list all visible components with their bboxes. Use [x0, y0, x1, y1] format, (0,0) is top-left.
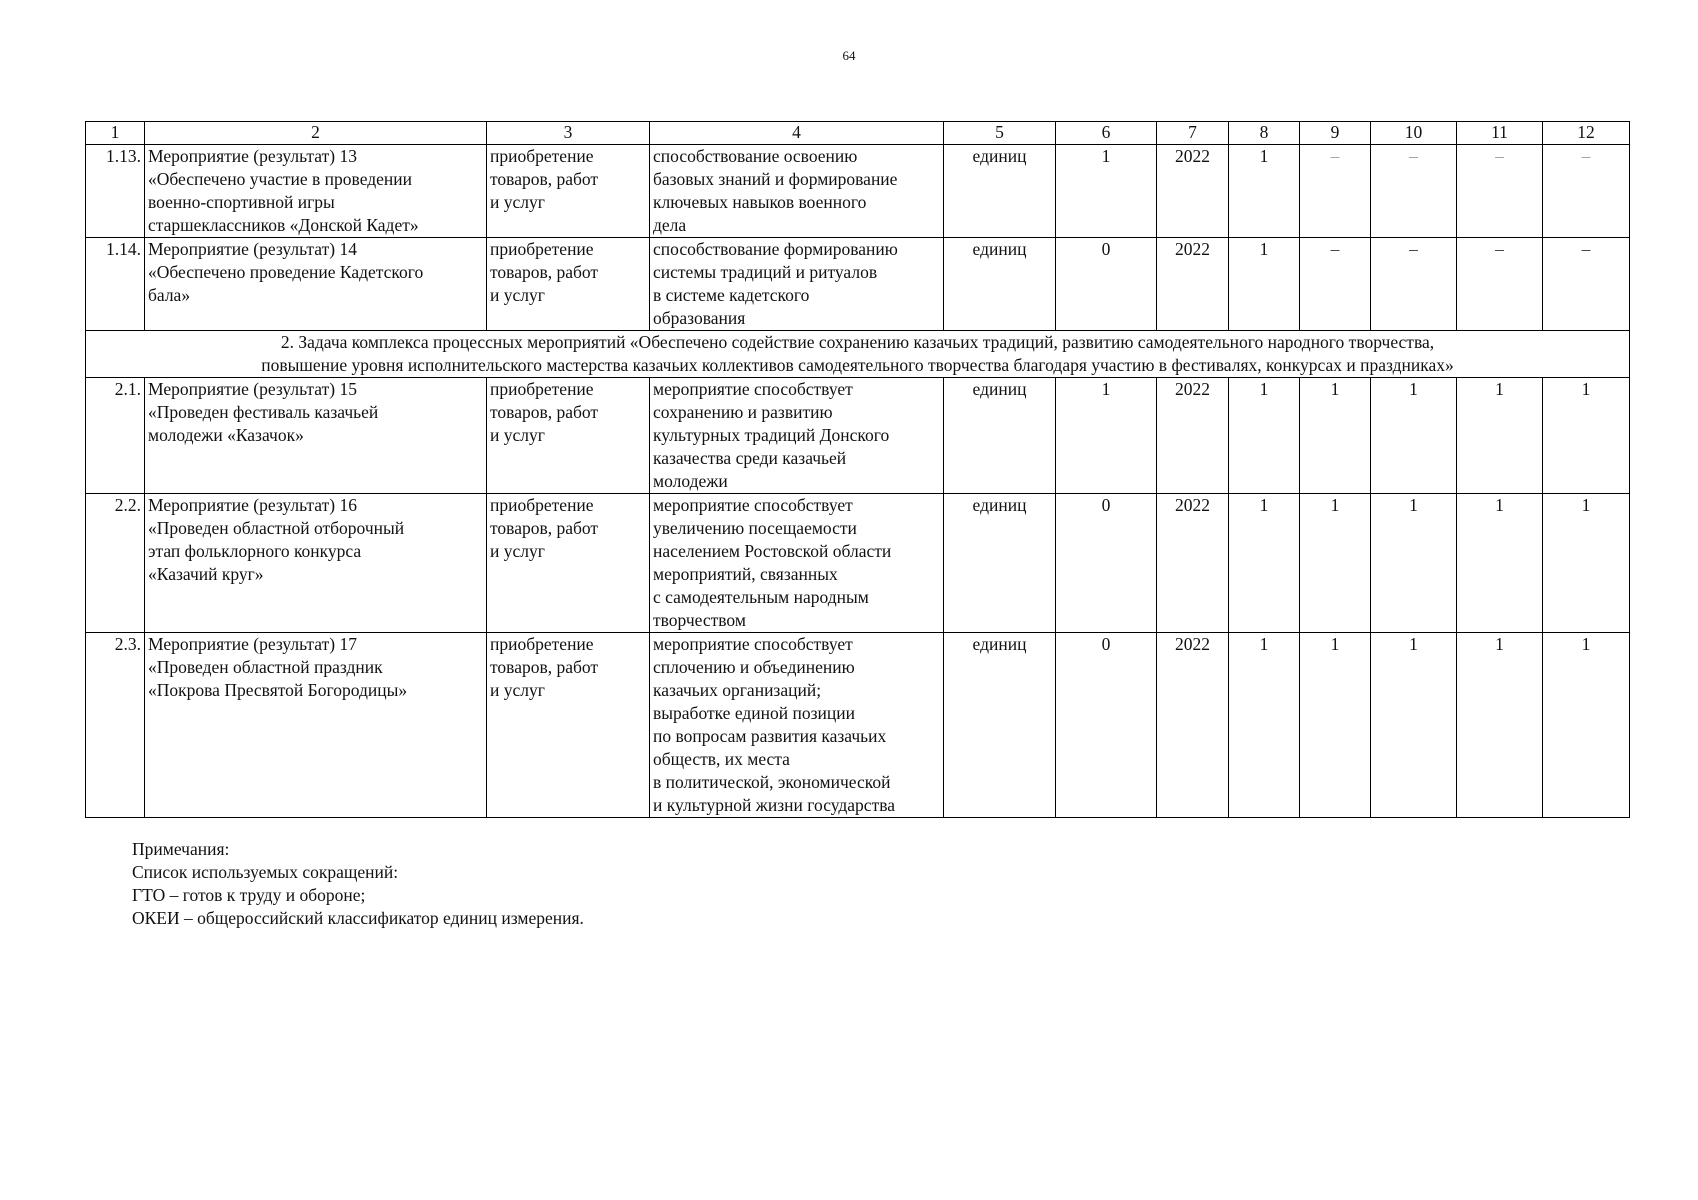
year-value: 1	[1300, 494, 1371, 633]
year-value: 1	[1543, 633, 1630, 818]
column-number: 1	[86, 122, 145, 145]
year-value: 1	[1300, 633, 1371, 818]
base-year: 2022	[1157, 494, 1229, 633]
base-value: 0	[1056, 633, 1157, 818]
column-number: 12	[1543, 122, 1630, 145]
row-number: 1.14.	[86, 238, 145, 331]
column-number: 10	[1371, 122, 1457, 145]
measure-type: приобретение товаров, работ и услуг	[487, 378, 650, 494]
year-value: 1	[1543, 494, 1630, 633]
task-title: 2. Задача комплекса процессных мероприятий «Обеспечено содействие сохранению казачьих традиций, развитию самодеятельного народного творчества, повышение уровня исполнительского мастерства казачьих коллективов самодеятельного творчества благодаря участию в фестивалях, конкурсах и праздниках»	[86, 331, 1630, 378]
row-number: 2.3.	[86, 633, 145, 818]
base-year: 2022	[1157, 378, 1229, 494]
year-value: –	[1371, 145, 1457, 238]
column-number: 9	[1300, 122, 1371, 145]
year-value: 1	[1371, 378, 1457, 494]
base-year: 2022	[1157, 238, 1229, 331]
year-value: 1	[1457, 633, 1543, 818]
measure-type: приобретение товаров, работ и услуг	[487, 633, 650, 818]
column-number-row	[86, 122, 1630, 145]
unit: единиц	[944, 494, 1056, 633]
table-row	[86, 145, 1630, 238]
base-value: 0	[1056, 238, 1157, 331]
year-value: –	[1300, 238, 1371, 331]
year-value: –	[1543, 238, 1630, 331]
year-value: 1	[1300, 378, 1371, 494]
year-value: 1	[1457, 494, 1543, 633]
year-value: 1	[1229, 378, 1300, 494]
column-number: 5	[944, 122, 1056, 145]
unit: единиц	[944, 145, 1056, 238]
column-number: 8	[1229, 122, 1300, 145]
year-value: 1	[1371, 494, 1457, 633]
notes-title: Примечания:	[132, 839, 230, 859]
base-value: 0	[1056, 494, 1157, 633]
year-value: 1	[1229, 145, 1300, 238]
column-number: 2	[145, 122, 487, 145]
unit: единиц	[944, 378, 1056, 494]
measure-description: мероприятие способствует увеличению посещаемости населением Ростовской области мероприятий, связанных с самодеятельным народным творчеством	[650, 494, 944, 633]
table-row	[86, 378, 1630, 494]
table-row	[86, 633, 1630, 818]
row-number: 1.13.	[86, 145, 145, 238]
year-value: –	[1457, 145, 1543, 238]
abbreviation-okei: ОКЕИ – общероссийский классификатор единиц измерения.	[132, 908, 584, 928]
year-value: 1	[1543, 378, 1630, 494]
measure-description: мероприятие способствует сплочению и объединению казачьих организаций; выработке единой позиции по вопросам развития казачьих обществ, их места в политической, экономической и культурной жизни государства	[650, 633, 944, 818]
year-value: –	[1543, 145, 1630, 238]
measure-description: способствование освоению базовых знаний и формирование ключевых навыков военного дела	[650, 145, 944, 238]
notes-block	[132, 838, 584, 930]
table-row	[86, 238, 1630, 331]
abbreviation-gto: ГТО – готов к труду и обороне;	[132, 885, 366, 905]
row-number: 2.1.	[86, 378, 145, 494]
measures-table	[85, 121, 1630, 818]
base-value: 1	[1056, 145, 1157, 238]
measure-name: Мероприятие (результат) 15 «Проведен фестиваль казачьей молодежи «Казачок»	[145, 378, 487, 494]
task-row	[86, 331, 1630, 378]
year-value: 1	[1229, 494, 1300, 633]
unit: единиц	[944, 633, 1056, 818]
column-number: 11	[1457, 122, 1543, 145]
abbreviations-title: Список используемых сокращений:	[132, 862, 399, 882]
year-value: 1	[1457, 378, 1543, 494]
column-number: 3	[487, 122, 650, 145]
unit: единиц	[944, 238, 1056, 331]
base-year: 2022	[1157, 145, 1229, 238]
measure-name: Мероприятие (результат) 17 «Проведен областной праздник «Покрова Пресвятой Богородицы»	[145, 633, 487, 818]
measure-type: приобретение товаров, работ и услуг	[487, 238, 650, 331]
measure-name: Мероприятие (результат) 13 «Обеспечено участие в проведении военно-спортивной игры старшеклассников «Донской Кадет»	[145, 145, 487, 238]
page-number: 64	[842, 48, 856, 63]
measure-name: Мероприятие (результат) 14 «Обеспечено проведение Кадетского бала»	[145, 238, 487, 331]
measure-description: способствование формированию системы традиций и ритуалов в системе кадетского образования	[650, 238, 944, 331]
measure-type: приобретение товаров, работ и услуг	[487, 145, 650, 238]
year-value: 1	[1229, 633, 1300, 818]
column-number: 7	[1157, 122, 1229, 145]
year-value: –	[1371, 238, 1457, 331]
measure-description: мероприятие способствует сохранению и развитию культурных традиций Донского казачества среди казачьей молодежи	[650, 378, 944, 494]
column-number: 4	[650, 122, 944, 145]
base-year: 2022	[1157, 633, 1229, 818]
year-value: –	[1300, 145, 1371, 238]
year-value: 1	[1371, 633, 1457, 818]
year-value: –	[1457, 238, 1543, 331]
measure-type: приобретение товаров, работ и услуг	[487, 494, 650, 633]
row-number: 2.2.	[86, 494, 145, 633]
base-value: 1	[1056, 378, 1157, 494]
measure-name: Мероприятие (результат) 16 «Проведен областной отборочный этап фольклорного конкурса «Казачий круг»	[145, 494, 487, 633]
column-number: 6	[1056, 122, 1157, 145]
table-row	[86, 494, 1630, 633]
year-value: 1	[1229, 238, 1300, 331]
